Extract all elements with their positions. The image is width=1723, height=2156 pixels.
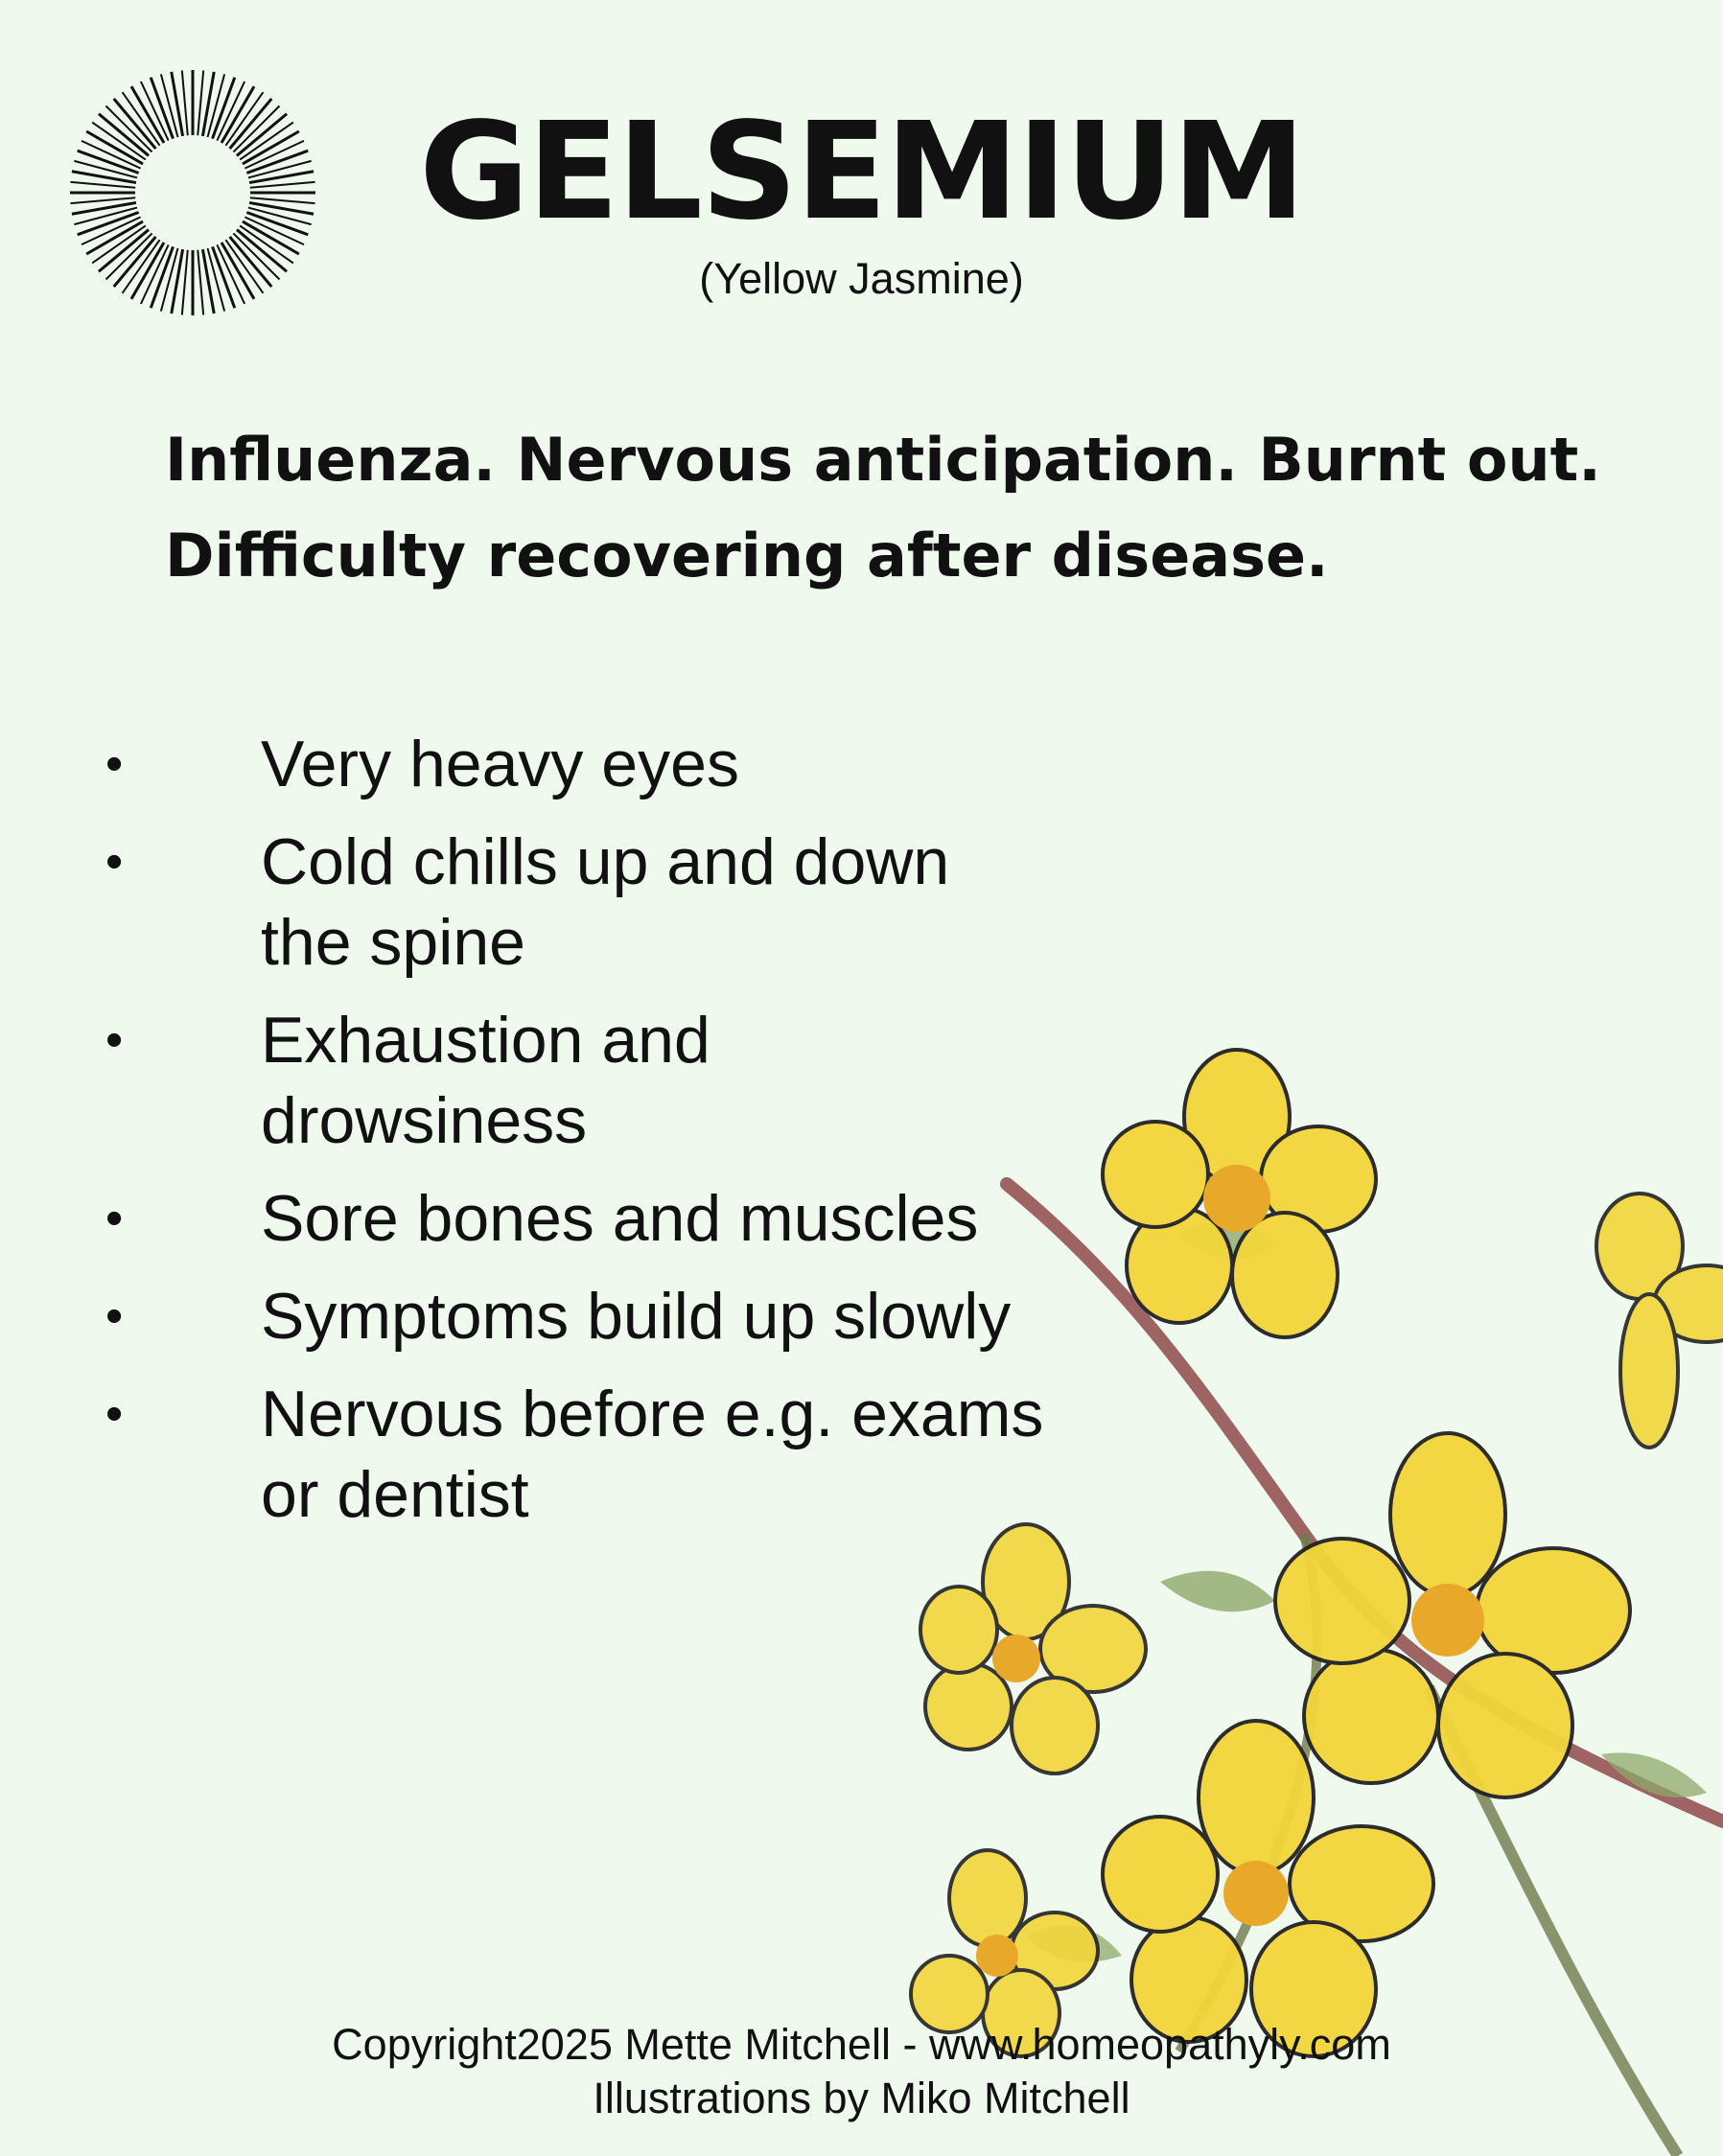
- symptom-text: Very heavy eyes: [261, 728, 739, 800]
- symptom-text: Symptoms build up slowly: [261, 1280, 1012, 1353]
- summary-line-2: Difficulty recovering after disease.: [165, 521, 1329, 591]
- summary-heading: [165, 412, 1661, 604]
- bullet-icon: •: [105, 1191, 124, 1246]
- symptom-text: Nervous before e.g. exams: [261, 1378, 1044, 1450]
- bullet-icon: •: [105, 736, 124, 792]
- footer: [0, 2018, 1723, 2125]
- yellow-jasmine-flowers-illustration: [892, 997, 1723, 2156]
- summary-line-1: Influenza. Nervous anticipation. Burnt out.: [165, 425, 1601, 495]
- symptom-text: or dentist: [261, 1458, 529, 1531]
- symptom-text: Exhaustion and: [261, 1004, 710, 1077]
- bullet-icon: •: [105, 1012, 124, 1068]
- bullet-icon: •: [105, 1288, 124, 1344]
- list-item: [105, 724, 1160, 804]
- symptom-text: Cold chills up and down: [261, 825, 950, 898]
- symptom-text: Sore bones and muscles: [261, 1182, 979, 1255]
- illustration-credit: Illustrations by Miko Mitchell: [593, 2074, 1130, 2122]
- page-subtitle: (Yellow Jasmine): [699, 254, 1024, 303]
- list-item: [105, 822, 1160, 983]
- copyright-text: Copyright2025 Mette Mitchell - www.homeopathyly.com: [332, 2020, 1391, 2069]
- symptom-text: drowsiness: [261, 1084, 588, 1157]
- page-title: GELSEMIUM: [419, 94, 1304, 250]
- bullet-icon: •: [105, 834, 124, 890]
- bullet-icon: •: [105, 1386, 124, 1442]
- symptom-text: the spine: [261, 906, 525, 979]
